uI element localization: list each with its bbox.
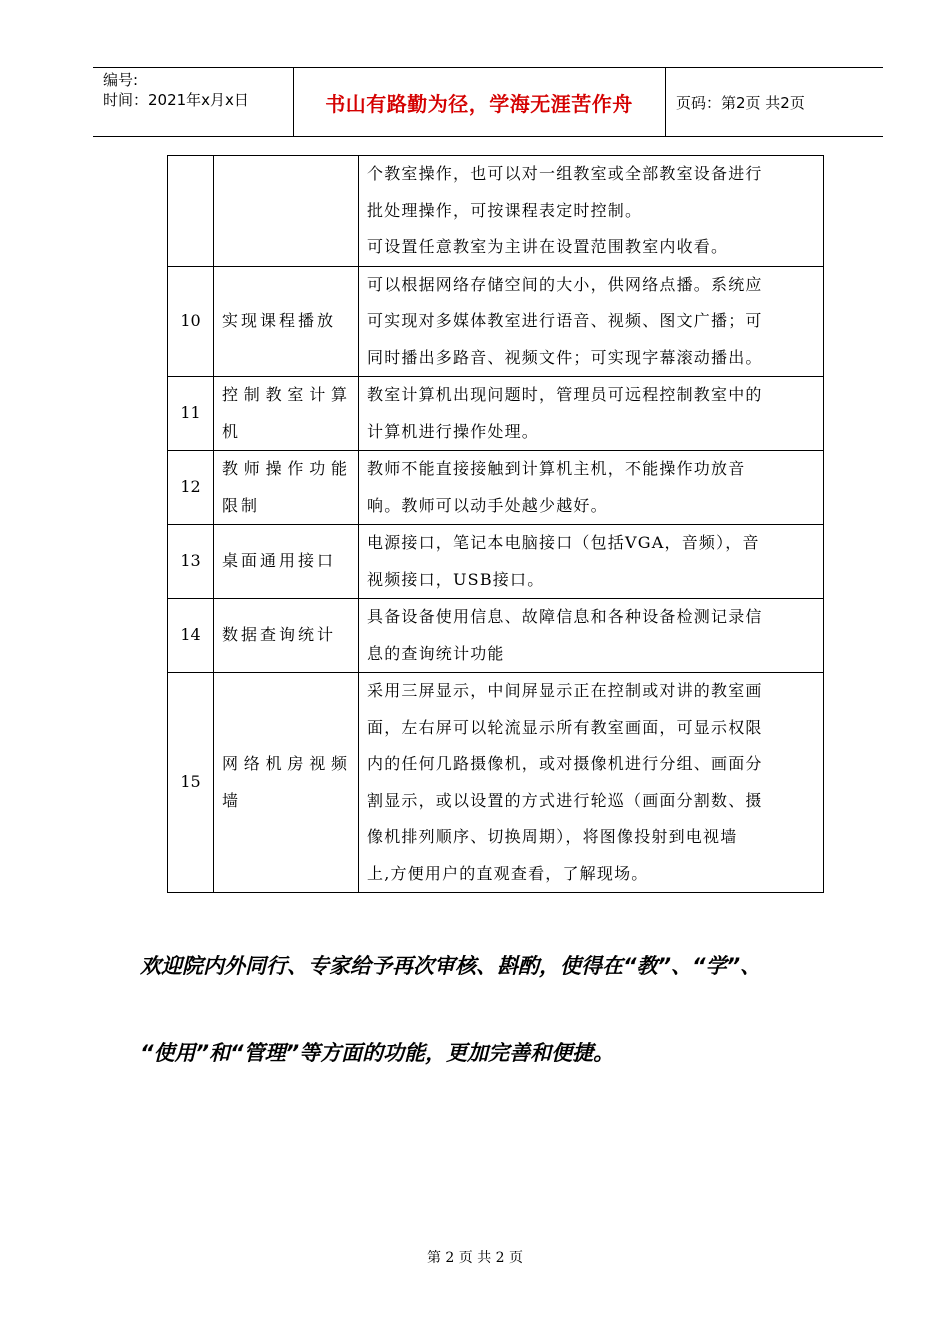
table-row bbox=[168, 599, 824, 673]
document-time-label: 时间：2021年x月x日 bbox=[103, 91, 249, 109]
closing-line-2: “使用”和“管理”等方面的功能，更加完善和便捷。 bbox=[140, 1041, 615, 1065]
description-line: 可设置任意教室为主讲在设置范围教室内收看。 bbox=[367, 237, 729, 256]
description-line: 内的任何几路摄像机，或对摄像机进行分组、画面分 bbox=[367, 754, 763, 773]
item-number: 12 bbox=[168, 451, 214, 525]
item-description bbox=[359, 266, 824, 377]
item-description bbox=[359, 599, 824, 673]
description-line: 同时播出多路音、视频文件；可实现字幕滚动播出。 bbox=[367, 347, 763, 367]
item-number bbox=[168, 156, 214, 267]
closing-line-1: 欢迎院内外同行、专家给予再次审核、斟酌，使得在“教”、“学”、 bbox=[140, 954, 762, 978]
item-number: 14 bbox=[168, 599, 214, 673]
feature-table-body bbox=[168, 156, 824, 893]
description-line: 电源接口，笔记本电脑接口（包括VGA，音频），音 bbox=[367, 533, 760, 552]
table-row bbox=[168, 673, 824, 893]
item-name: 教师操作功能限制 bbox=[214, 451, 359, 525]
item-description bbox=[359, 673, 824, 893]
item-number: 13 bbox=[168, 525, 214, 599]
table-row bbox=[168, 451, 824, 525]
item-description bbox=[359, 525, 824, 599]
item-name: 数据查询统计 bbox=[214, 599, 359, 673]
header-motto: 书山有路勤为径，学海无涯苦作舟 bbox=[325, 91, 633, 116]
item-name: 实现课程播放 bbox=[214, 266, 359, 377]
table-row bbox=[168, 266, 824, 377]
description-line: 割显示，或以设置的方式进行轮巡（画面分割数、摄 bbox=[367, 790, 763, 810]
item-number: 15 bbox=[168, 673, 214, 893]
item-name: 控制教室计算机 bbox=[214, 377, 359, 451]
header-meta bbox=[93, 68, 293, 136]
description-line: 上,方便用户的直观查看，了解现场。 bbox=[367, 863, 649, 883]
description-line: 响。教师可以动手处越少越好。 bbox=[367, 495, 608, 515]
document-number-label: 编号: bbox=[103, 71, 139, 89]
header-divider bbox=[665, 68, 666, 136]
table-row bbox=[168, 525, 824, 599]
item-description bbox=[359, 451, 824, 525]
description-line: 采用三屏显示，中间屏显示正在控制或对讲的教室画 bbox=[367, 681, 763, 700]
description-line: 个教室操作，也可以对一组教室或全部教室设备进行 bbox=[367, 164, 763, 183]
table-row bbox=[168, 156, 824, 267]
item-number: 11 bbox=[168, 377, 214, 451]
item-description bbox=[359, 156, 824, 267]
header-page-cell bbox=[676, 68, 876, 136]
header-page-number: 页码：第2页 共2页 bbox=[676, 93, 805, 112]
item-description bbox=[359, 377, 824, 451]
page-footer: 第 2 页 共 2 页 bbox=[426, 1250, 524, 1266]
item-number: 10 bbox=[168, 266, 214, 377]
item-name: 网络机房视频墙 bbox=[214, 673, 359, 893]
description-line: 像机排列顺序、切换周期），将图像投射到电视墙 bbox=[367, 827, 738, 846]
description-line: 具备设备使用信息、故障信息和各种设备检测记录信 bbox=[367, 607, 763, 626]
description-line: 息的查询统计功能 bbox=[367, 643, 505, 663]
description-line: 面，左右屏可以轮流显示所有教室画面，可显示权限 bbox=[367, 717, 763, 737]
description-line: 视频接口，USB接口。 bbox=[367, 569, 545, 589]
table-row bbox=[168, 377, 824, 451]
description-line: 可实现对多媒体教室进行语音、视频、图文广播；可 bbox=[367, 311, 763, 330]
item-name bbox=[214, 156, 359, 267]
feature-table bbox=[167, 155, 824, 893]
item-name: 桌面通用接口 bbox=[214, 525, 359, 599]
description-line: 批处理操作，可按课程表定时控制。 bbox=[367, 200, 643, 220]
description-line: 教室计算机出现问题时，管理员可远程控制教室中的 bbox=[367, 385, 763, 404]
description-line: 教师不能直接接触到计算机主机，不能操作功放音 bbox=[367, 459, 746, 478]
description-line: 计算机进行操作处理。 bbox=[367, 421, 540, 441]
description-line: 可以根据网络存储空间的大小，供网络点播。系统应 bbox=[367, 274, 763, 294]
page-header bbox=[93, 67, 883, 137]
header-motto-cell bbox=[294, 68, 664, 136]
